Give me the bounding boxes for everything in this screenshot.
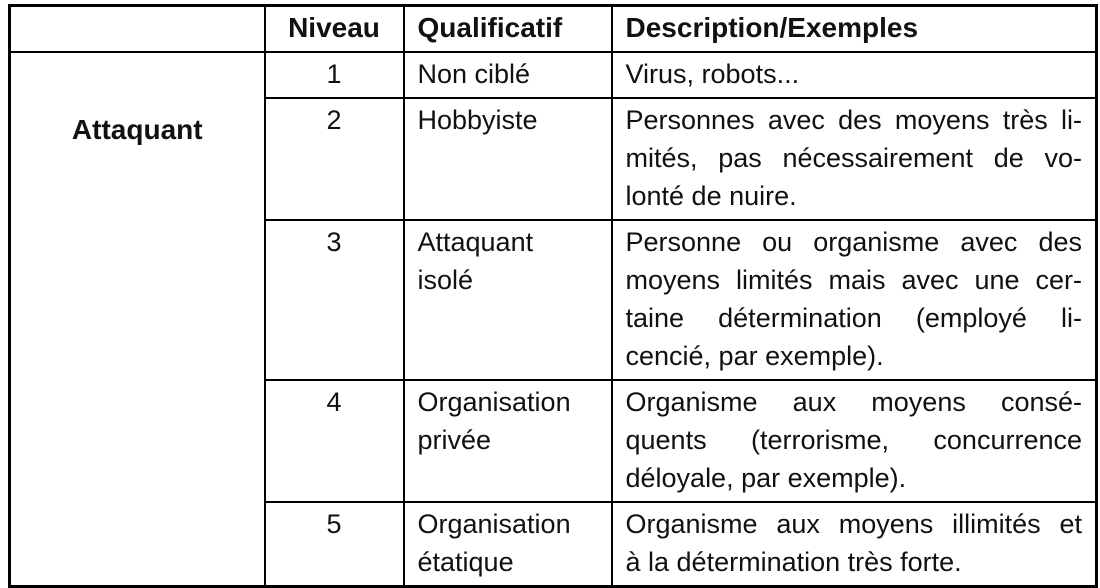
qualificatif-value xyxy=(404,380,612,502)
description-value xyxy=(612,380,1097,502)
qualificatif-value xyxy=(404,502,612,587)
niveau-value: 2 xyxy=(265,98,404,220)
table-row xyxy=(10,52,1097,98)
header-description: Description/Exemples xyxy=(612,6,1097,53)
description-value xyxy=(612,502,1097,587)
text-line: à la détermination très forte. xyxy=(625,547,962,577)
text-line: Attaquant xyxy=(417,227,534,257)
niveau-value: 1 xyxy=(265,52,404,98)
header-qualificatif: Qualificatif xyxy=(404,6,612,53)
text-line: cencié, par exemple). xyxy=(625,341,884,371)
niveau-value: 4 xyxy=(265,380,404,502)
text-line: Organisme aux moyens illimités et xyxy=(625,509,1082,539)
text-line: Organisation xyxy=(417,387,571,417)
description-value xyxy=(612,98,1097,220)
row-group-label: Attaquant xyxy=(10,52,265,587)
text-line: Personne ou organisme avec des xyxy=(625,227,1082,257)
header-empty-cell xyxy=(10,6,265,53)
text-line: moyens limités mais avec une cer- xyxy=(625,265,1082,295)
text-line: Organisme aux moyens consé- xyxy=(625,387,1082,417)
text-line: mités, pas nécessairement de vo- xyxy=(625,143,1082,173)
text-line: étatique xyxy=(417,547,514,577)
text-line: Personnes avec des moyens très li- xyxy=(625,105,1082,135)
description-value xyxy=(612,52,1097,98)
text-line: lonté de nuire. xyxy=(625,181,797,211)
text-line: déloyale, par exemple). xyxy=(625,463,907,493)
description-value xyxy=(612,220,1097,380)
text-line: Non ciblé xyxy=(417,59,531,89)
qualificatif-value xyxy=(404,98,612,220)
niveau-value: 3 xyxy=(265,220,404,380)
text-line: privée xyxy=(417,425,492,455)
qualificatif-value xyxy=(404,52,612,98)
header-niveau: Niveau xyxy=(265,6,404,53)
text-line: Hobbyiste xyxy=(417,105,538,135)
text-line: Virus, robots... xyxy=(625,59,800,89)
header-row xyxy=(10,6,1097,53)
niveau-value: 5 xyxy=(265,502,404,587)
qualificatif-value xyxy=(404,220,612,380)
text-line: taine détermination (employé li- xyxy=(625,303,1082,333)
text-line: quents (terrorisme, concurrence xyxy=(625,425,1082,455)
text-line: isolé xyxy=(417,265,474,295)
attacker-levels-table xyxy=(8,4,1098,588)
text-line: Organisation xyxy=(417,509,571,539)
